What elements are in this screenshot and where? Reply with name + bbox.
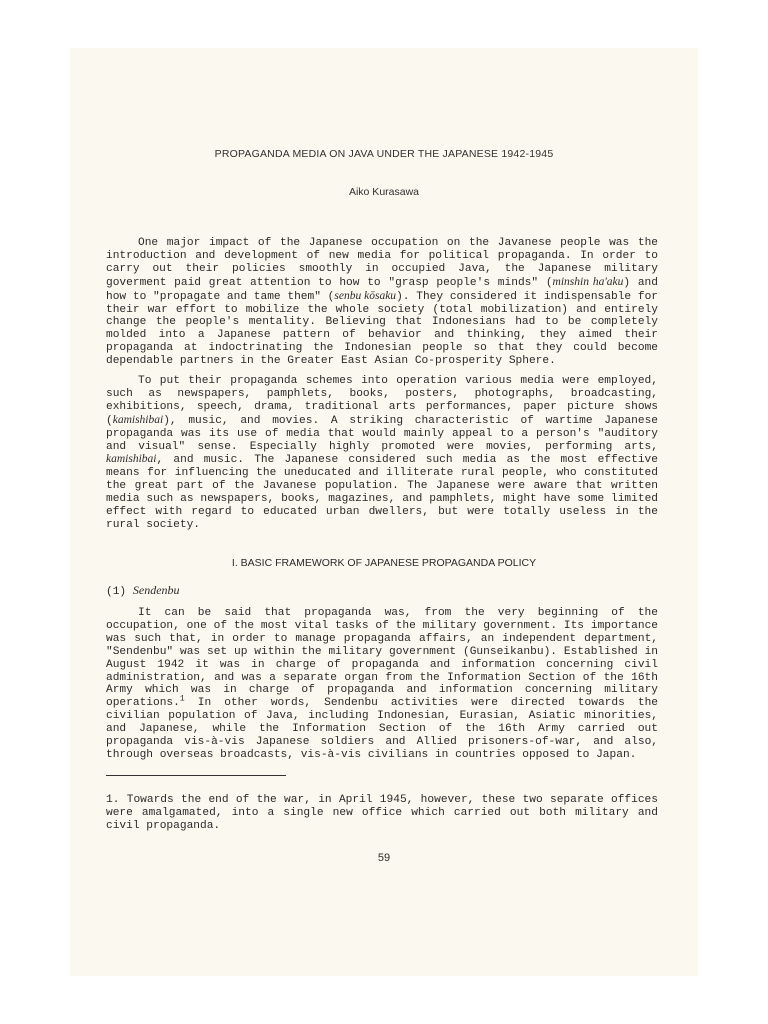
italic-term: kamishibai <box>112 413 164 426</box>
paragraph-text: It can be said that propaganda was, from the very beginning of the occupation, one of the most vital tasks of the military government. Its importance was such that, in order to manage propaganda affairs, an independent department, "Sendenbu" was set up within the military government (Gunseikanbu). Established in August 1942 it was in charge of propaganda and information concerning civil administration, and was a separate organ from the Information Section of the 16th Army which was in charge of propaganda and information concerning military operations. <box>106 607 658 710</box>
document-page <box>70 48 698 976</box>
paragraph-intro <box>106 237 658 368</box>
section-heading: I. BASIC FRAMEWORK OF JAPANESE PROPAGANDA POLICY <box>231 557 537 569</box>
footnote-reference[interactable]: 1 <box>179 694 185 704</box>
subheading-number: (1) <box>106 586 127 598</box>
paragraph-text: ) and how to "propagate and tame them" ( <box>106 276 658 303</box>
italic-term: minshin ha'aku <box>552 275 624 288</box>
footnote: 1. Towards the end of the war, in April 1945, however, these two separate offices were amalgamated, into a single new office which carried out both military and civil propaganda. <box>106 794 658 832</box>
page-number: 59 <box>377 852 391 864</box>
italic-term: senbu kōsaku <box>334 289 397 302</box>
italic-term: kamishibai <box>106 453 157 466</box>
article-title: PROPAGANDA MEDIA ON JAVA UNDER THE JAPANESE 1942-1945 <box>214 148 554 160</box>
paragraph-sendenbu <box>106 607 658 762</box>
paragraph-text: In other words, Sendenbu activities were directed towards the civilian population of Java, including Indonesian, Eurasian, Asiatic minorities, and Japanese, while the Information Section of the 16th Army carried out propaganda vis-à-vis Japanese soldiers and Allied prisoners-of-war, and also, through overseas broadcasts, vis-à-vis civilians in countries opposed to Japan. <box>106 697 658 761</box>
author-name: Aiko Kurasawa <box>348 186 420 198</box>
paragraph-text: One major impact of the Japanese occupation on the Javanese people was the introduction and development of new media for political propaganda. In order to carry out their policies smoothly in occupied Java, the Japanese military goverment paid great attention to how to "grasp people's minds" ( <box>106 237 658 289</box>
subheading-title: Sendenbu <box>132 583 180 597</box>
paragraph-text: ), music, and movies. A striking characteristic of wartime Japanese propaganda was its use of media that would mainly appeal to a person's "auditory and visual" sense. Especially highly promoted were movies, performing arts, <box>106 414 658 453</box>
paragraph-text: , and music. The Japanese considered such media as the most effective means for influencing the uneducated and illiterate rural people, who constituted the great part of the Javanese population. The Japanese were aware that written media such as newspapers, books, magazines, and pamphlets, might have some limited effect with regard to educated urban dwellers, but were totally useless in the rural society. <box>106 454 658 531</box>
paragraph-text: ). They considered it indispensable for their war effort to mobilize the whole society (total mobilization) and entirely change the people's mentality. Believing that Indonesians had to be completely molded into a Japanese pattern of behavior and thinking, they aimed their propaganda at indoctrinating the Indonesian people so that they could become dependable partners in the Greater East Asian Co-prosperity Sphere. <box>106 290 658 368</box>
paragraph-text: To put their propaganda schemes into operation various media were employed, such as newspapers, pamphlets, books, posters, photographs, broadcasting, exhibitions, speech, drama, traditional arts performances, paper picture shows ( <box>106 375 658 427</box>
paragraph-media <box>106 375 658 532</box>
footnote-divider <box>106 775 286 776</box>
subheading <box>106 583 180 598</box>
